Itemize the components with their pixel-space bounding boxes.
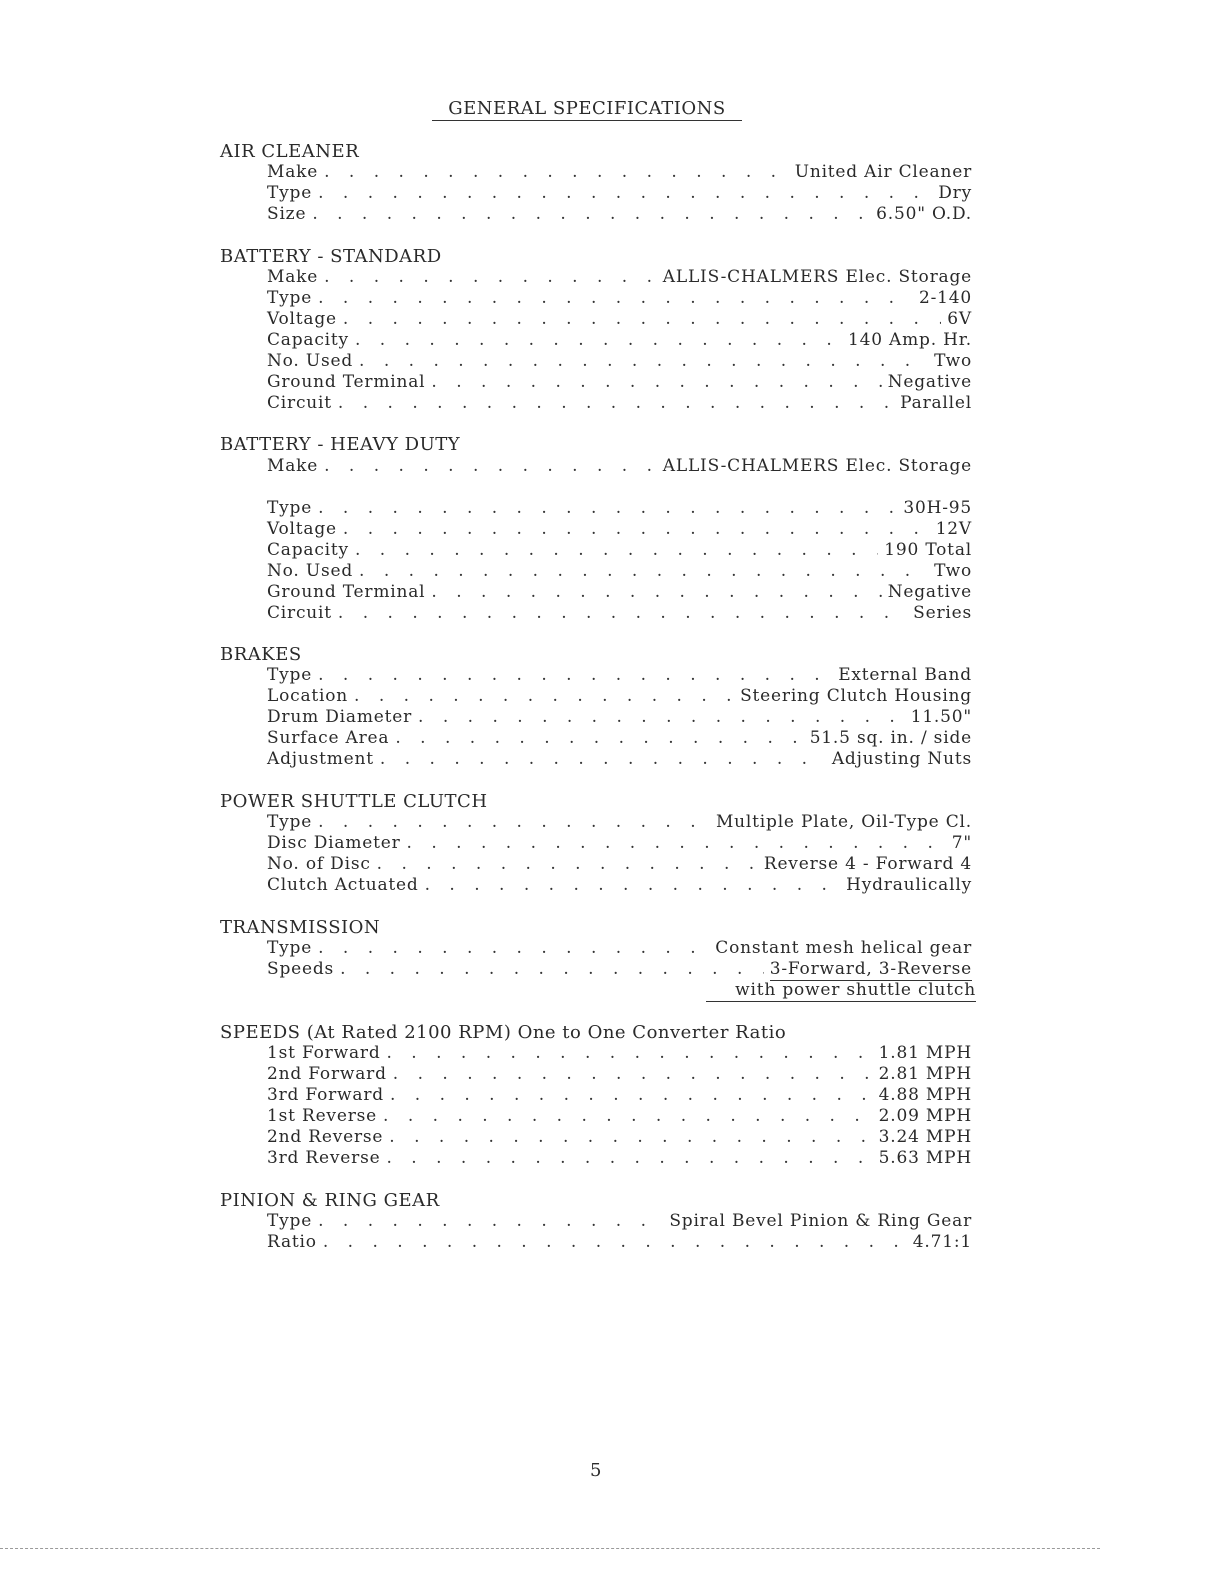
dot-leader [407,833,946,854]
spec-row [267,665,972,686]
spec-label: Surface Area [267,728,390,748]
spec-value: Spiral Bevel Pinion & Ring Gear [669,1211,972,1231]
spec-value: 6.50" O.D. [876,204,972,224]
spec-label: 1st Forward [267,1043,381,1063]
dot-leader [393,1064,873,1085]
section-heading: BRAKES [220,644,302,665]
spec-row [267,393,972,414]
dot-leader [338,603,907,624]
spec-label: Voltage [267,309,337,329]
section-heading: POWER SHUTTLE CLUTCH [220,791,488,812]
dot-leader [338,393,894,414]
spec-value: 51.5 sq. in. / side [809,728,972,748]
spec-row [267,812,972,833]
dot-leader [395,728,803,749]
spec-value: 2-140 [918,288,972,308]
spec-label: Make [267,456,319,476]
spec-value: 5.63 MPH [878,1148,972,1168]
spec-row [267,1211,972,1232]
dot-leader [312,204,870,225]
spec-value: Multiple Plate, Oil-Type Cl. [715,812,972,832]
spec-value: Negative [887,372,972,392]
spec-value: 4.71:1 [912,1232,972,1252]
spec-row [267,267,972,288]
spec-row [267,540,972,561]
dot-leader [354,686,734,707]
dot-leader [318,938,709,959]
spec-row [267,603,972,624]
spec-value: Hydraulically [846,875,972,895]
dot-leader [324,267,657,288]
spec-label: Make [267,162,319,182]
spec-value: Two [934,561,972,581]
spec-row [267,728,972,749]
spec-label: 3rd Forward [267,1085,384,1105]
spec-value: Adjusting Nuts [831,749,972,769]
spec-label: 2nd Forward [267,1064,387,1084]
spec-value: Reverse 4 - Forward 4 [763,854,972,874]
spec-row [267,707,972,728]
section-heading: AIR CLEANER [220,141,360,162]
dot-leader [324,162,789,183]
spec-label: Adjustment [267,749,374,769]
spec-label: No. Used [267,351,354,371]
spec-label: Capacity [267,330,349,350]
spec-row [267,309,972,330]
spec-value: 30H-95 [903,498,972,518]
spec-value: 2.09 MPH [878,1106,972,1126]
dot-leader [343,309,941,330]
dot-leader [324,456,657,477]
spec-label: Size [267,204,307,224]
spec-value: Dry [938,183,972,203]
spec-row [267,1106,972,1127]
spec-row [267,749,972,770]
spec-label: Type [267,1211,313,1231]
spec-row [267,875,972,896]
spec-row [267,1043,972,1064]
spec-label: 2nd Reverse [267,1127,384,1147]
spec-value: United Air Cleaner [794,162,972,182]
spec-label: No. Used [267,561,354,581]
dot-leader [355,330,842,351]
spec-value: Constant mesh helical gear [715,938,972,958]
spec-row [267,686,972,707]
spec-label: Type [267,498,313,518]
spec-label: Voltage [267,519,337,539]
spec-label: Ground Terminal [267,372,426,392]
dot-leader [383,1106,873,1127]
spec-row [267,519,972,540]
document-title: GENERAL SPECIFICATIONS [432,98,742,121]
section-heading: TRANSMISSION [220,917,381,938]
dot-leader [318,812,710,833]
spec-value: 190 Total [884,540,972,560]
spec-label: Make [267,267,319,287]
dot-leader [318,665,832,686]
spec-row [267,498,972,519]
spec-value: 3.24 MPH [878,1127,972,1147]
spec-label: Ratio [267,1232,317,1252]
spec-value: Two [934,351,972,371]
spec-row [267,1232,972,1253]
dot-leader [359,351,928,372]
dot-leader [431,372,881,393]
dot-leader [386,1148,872,1169]
section-heading: PINION & RING GEAR [220,1190,440,1211]
spec-row [267,162,972,183]
spec-label: Type [267,665,313,685]
spec-value: ALLIS-CHALMERS Elec. Storage [662,456,972,476]
dot-leader [425,875,840,896]
spec-label: Ground Terminal [267,582,426,602]
spec-row [267,833,972,854]
dot-leader [359,561,928,582]
spec-label: Clutch Actuated [267,875,419,895]
scan-edge-rule [0,1548,1100,1549]
spec-value: 11.50" [910,707,972,727]
dot-leader [387,1043,873,1064]
page-number: 5 [590,1460,602,1481]
dot-leader [318,288,913,309]
spec-row [267,183,972,204]
spec-value: 12V [935,519,972,539]
spec-label: No. of Disc [267,854,371,874]
spec-row [267,372,972,393]
spec-value: 1.81 MPH [878,1043,972,1063]
spec-row [267,330,972,351]
spec-value: External Band [838,665,972,685]
spec-label: Disc Diameter [267,833,401,853]
spec-value: 4.88 MPH [878,1085,972,1105]
spec-row [267,288,972,309]
spec-label: Type [267,812,313,832]
spec-row [267,1148,972,1169]
spec-row [267,204,972,225]
spec-label: Drum Diameter [267,707,413,727]
dot-leader [418,707,905,728]
section-heading: BATTERY - STANDARD [220,246,442,267]
spec-label: Capacity [267,540,349,560]
dot-leader [355,540,878,561]
spec-row [267,1127,972,1148]
spec-note: with power shuttle clutch [706,980,976,1002]
dot-leader [340,959,764,980]
spec-row [267,938,972,959]
dot-leader [318,1211,663,1232]
spec-value: Steering Clutch Housing [740,686,972,706]
section-heading: SPEEDS (At Rated 2100 RPM) One to One Converter Ratio [220,1022,787,1043]
spec-row [267,561,972,582]
spec-label: Type [267,938,313,958]
spec-row [267,582,972,603]
dot-leader [343,519,930,540]
spec-label: Circuit [267,603,332,623]
spec-row [267,854,972,875]
spec-label: Type [267,288,313,308]
spec-value: Parallel [900,393,972,413]
spec-value: Series [913,603,972,623]
spec-label: Speeds [267,959,335,979]
spec-value: 140 Amp. Hr. [847,330,972,350]
spec-label: Circuit [267,393,332,413]
spec-row [267,1085,972,1106]
spec-row [267,351,972,372]
dot-leader [377,854,758,875]
dot-leader [389,1127,872,1148]
spec-value: Negative [887,582,972,602]
dot-leader [323,1232,907,1253]
spec-row [267,456,972,477]
spec-row [267,1064,972,1085]
spec-value: ALLIS-CHALMERS Elec. Storage [662,267,972,287]
section-heading: BATTERY - HEAVY DUTY [220,434,461,455]
dot-leader [380,749,826,770]
spec-row [267,959,972,980]
spec-label: Location [267,686,349,706]
dot-leader [318,498,897,519]
spec-value: 7" [951,833,972,853]
spec-value: 3-Forward, 3-Reverse [769,959,972,979]
dot-leader [431,582,881,603]
dot-leader [318,183,932,204]
spec-value: 6V [947,309,972,329]
spec-label: 1st Reverse [267,1106,378,1126]
spec-label: 3rd Reverse [267,1148,381,1168]
dot-leader [390,1085,873,1106]
spec-value: 2.81 MPH [878,1064,972,1084]
spec-label: Type [267,183,313,203]
